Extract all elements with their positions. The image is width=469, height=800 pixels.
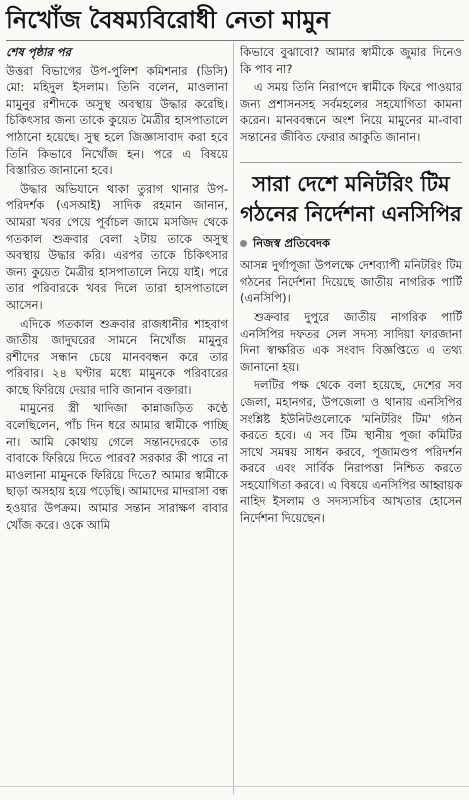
article-paragraph: এ সময় তিনি নিরাপদে স্বামীকে ফিরে পাওয়ার জন্য প্রশাসনসহ সর্বমহলের সহযোগিতা কামনা করেন। মানববন্ধনে অংশ নিয়ে মামুনের মা-বাবা সন্তানের জীবিত ফেরার আকুতি জানান। — [240, 80, 462, 144]
article-paragraph: দলটির পক্ষ থেকে বলা হয়েছে, দেশের সব জেলা, মহানগর, উপজেলা ও থানায় এনসিপির সংশ্লিষ্ট ইউনিটগুলোকে 'মনিটরিং টিম' গঠন করতে হবে। এ সব টিম স্থানীয় পূজা কমিটির সাথে সমন্বয় সাধন করবে, পূজামণ্ডপ পরিদর্শন করবে এবং সার্বিক নিরাপত্তা নিশ্চিত করতে সহযোগিতা করবে। এ বিষয়ে এনসিপির আহ্বায়ক নাহিদ ইসলাম ও সদস্যসচিব আখতার হোসেন নির্দেশনা দিয়েছেন। — [240, 378, 462, 526]
article-paragraph: উদ্ধার অভিযানে থাকা তুরাগ থানার উপ-পরিদর্শক (এসআই) সাদিক রহমান জানান, আমরা খবর পেয়ে পূর্বাচল জামে মসজিদ থেকে গতকাল শুক্রবার বেলা ২টায় তাকে অসুস্থ অবস্থায় উদ্ধার করি। এরপর তাকে চিকিৎসার জন্য কুয়েত মৈত্রীর হাসপাতালে নিয়ে যাই। পরে তার পরিবারকে খবর দিলে তারা হাসপাতালে আসেন। — [6, 181, 228, 312]
article-paragraph: মামুনের স্ত্রী খাদিজা কান্নাজড়িত কণ্ঠে বলেছিলেন, পাঁচ দিন ধরে আমার স্বামীকে পাচ্ছি না। আমি কোথায় গেলে সন্তানদেরকে তার বাবাকে ফিরিয়ে দিতে পারব? সরকার কী পারে না মাওলানা মামুনকে ফিরিয়ে দিতে? আমার স্বামীকে ছাড়া অসহায় হয়ে পড়েছি। আমাদের মাদরাসা বন্ধ হওয়ার উপক্রম। আমার সন্তান সারাক্ষণ বাবার খোঁজ করে। ওকে আমি — [6, 401, 228, 532]
headline-missing-leader: নিখোঁজ বৈষম্যবিরোধী নেতা মামুন — [6, 2, 464, 41]
article-paragraph: আসন্ন দুর্গাপূজা উপলক্ষে দেশব্যাপী মনিটরিং টিম গঠনের নির্দেশনা দিয়েছে জাতীয় নাগরিক পার্টি (এনসিপি)। — [240, 258, 462, 306]
left-column — [6, 44, 228, 794]
article-paragraph: শুক্রবার দুপুরে জাতীয় নাগরিক পার্টি এনসিপির দফতর সেল সদস্য সাদিয়া ফারজানা দিনা স্বাক্ষরিত এক সংবাদ বিজ্ঞপ্তিতে এ তথ্য জানানো হয়। — [240, 309, 462, 374]
article-paragraph: উত্তরা বিভাগের উপ-পুলিশ কমিশনার (ডিসি) মো: মহিদুল ইসলাম। তিনি বলেন, মাওলানা মামুনুর রশীদকে অসুস্থ অবস্থায় উদ্ধার করেছি। চিকিৎসার জন্য তাকে কুয়েত মৈত্রীর হাসপাতালে পাঠানো হয়েছে। সুস্থ হলে জিজ্ঞাসাবাদ করা হবে তিনি কিভাবে নিখোঁজ হন। পরে এ বিষয়ে বিস্তারিত জানানো হবে। — [6, 63, 228, 178]
bottom-edge — [0, 786, 469, 800]
right-column — [240, 44, 462, 529]
column-divider — [233, 42, 234, 794]
article-paragraph: কিভাবে বুঝাবো? আমার স্বামীকে জুমার দিনেও কি পাব না? — [240, 45, 462, 76]
article-paragraph: এদিকে গতকাল শুক্রবার রাজধানীর শাহবাগ জাতীয় জাদুঘরের সামনে নিখোঁজ মামুনুর রশীদের সন্ধান চেয়ে মানববন্ধন করে তার পরিবার। ২৪ ঘণ্টার মধ্যে মামুনকে পরিবারের কাছে ফিরিয়ে দেয়ার দাবি জানান বক্তারা। — [6, 316, 228, 397]
bullet-icon — [240, 240, 247, 247]
continued-from-label: শেষ পৃষ্ঠার পর — [6, 45, 71, 59]
headline-monitoring-team: সারা দেশে মনিটরিং টিম গঠনের নির্দেশনা এনসিপির — [240, 162, 462, 229]
byline-text: নিজস্ব প্রতিবেদক — [253, 235, 331, 250]
byline — [240, 235, 462, 252]
